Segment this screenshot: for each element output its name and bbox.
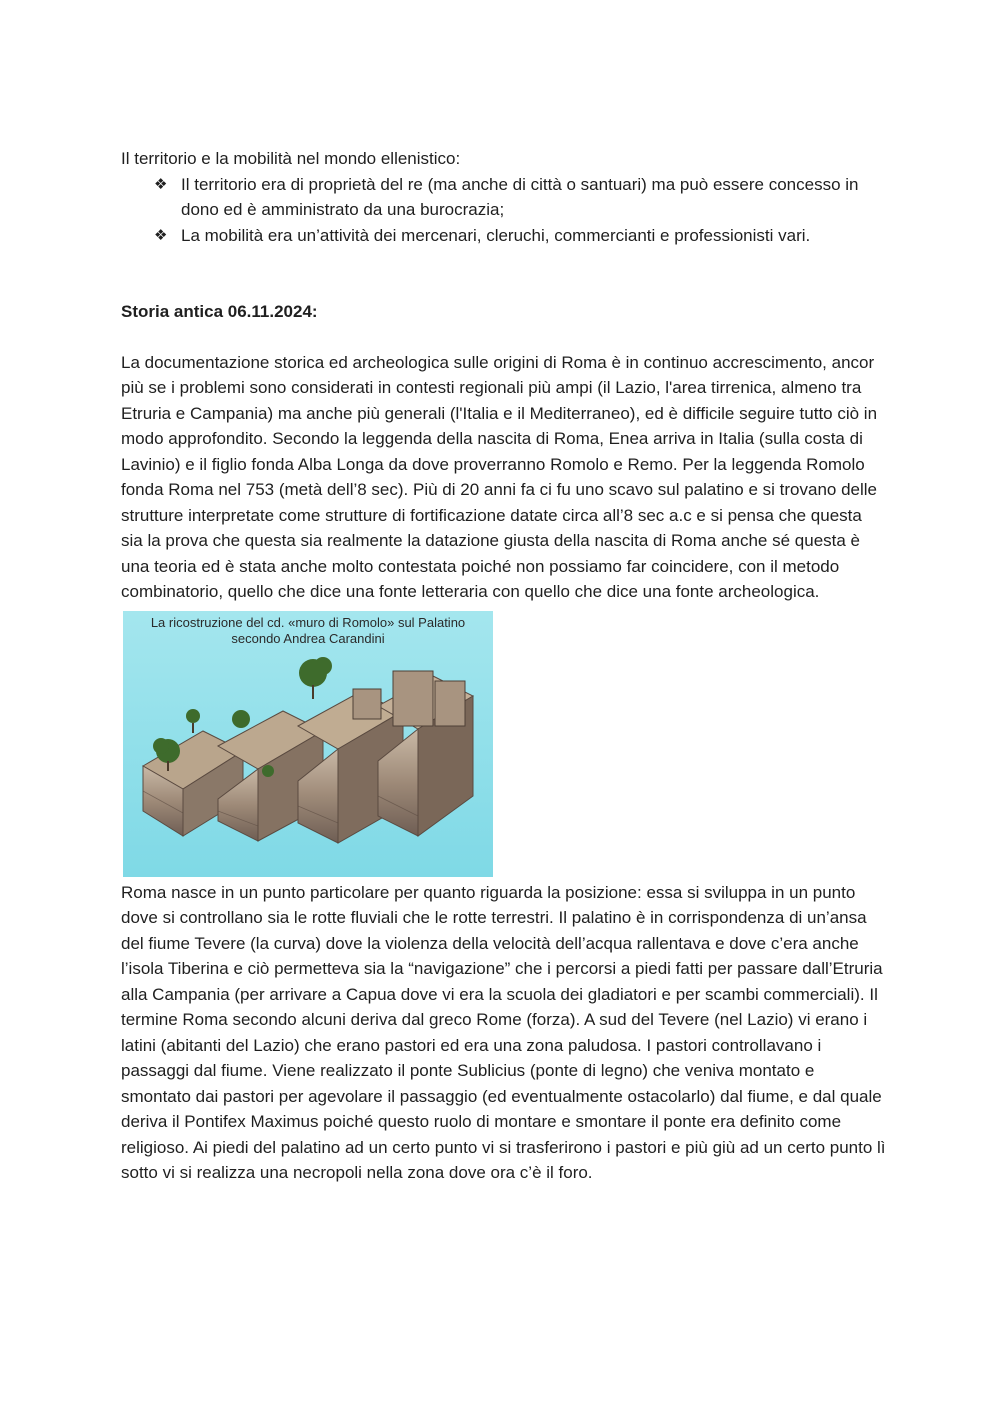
intro-title: Il territorio e la mobilità nel mondo ellenistico: xyxy=(121,149,461,168)
figure-caption xyxy=(123,615,493,647)
intro-bullet-list xyxy=(121,172,886,249)
diamond-bullet-icon: ❖ xyxy=(154,175,168,193)
list-item-text: La mobilità era un’attività dei mercenari, cleruchi, commercianti e professionisti vari. xyxy=(181,225,811,245)
section-heading: Storia antica 06.11.2024: xyxy=(121,302,318,321)
palatine-wall-reconstruction-image xyxy=(123,611,493,877)
reconstruction-illustration xyxy=(123,611,493,877)
paragraph: Roma nasce in un punto particolare per quanto riguarda la posizione: essa si sviluppa in un punto dove si controllano sia le rotte fluviali che le rotte terrestri. Il palatino è in corrispondenza di un’ansa del fiume Tevere (la curva) dove la violenza della velocità dell’acqua rallentava e dove c’era anche l’isola Tiberina e ciò permetteva sia la “navigazione” che i percorsi a piedi fatti per passare dall’Etruria alla Campania (per arrivare a Capua dove vi era la scuola dei gladiatori e per scambi commerciali). Il termine Roma secondo alcuni deriva dal greco Rome (forza). A sud del Tevere (nel Lazio) vi erano i latini (abitanti del Lazio) che erano pastori ed era una zona paludosa. I pastori controllavano i passaggi dal fiume. Viene realizzato il ponte Sublicius (ponte di legno) che veniva montato e smontato dai pastori per agevolare il passaggio (ed eventualmente ostacolarlo) dal fiume, e dal quale deriva il Pontifex Maximus poiché questo ruolo di montare e smontare il ponte era definito come religioso. Ai piedi del palatino ad un certo punto vi si trasferirono i pastori e più giù ad un certo punto lì sotto vi si realizza una necropoli nella zona dove ora c’è il foro. xyxy=(121,882,886,1182)
list-item-text: Il territorio era di proprietà del re (ma anche di città o santuari) ma può essere concesso in dono ed è amministrato da una burocrazia; xyxy=(181,174,859,219)
figure-caption-line: La ricostruzione del cd. «muro di Romolo» sul Palatino xyxy=(150,614,466,630)
list-item xyxy=(154,223,886,249)
document-page xyxy=(121,146,886,1186)
paragraph: La documentazione storica ed archeologica sulle origini di Roma è in continuo accrescimento, ancor più se i problemi sono considerati in contesti regionali più ampi (il Lazio, l'area tirrenica, almeno tra Etruria e Campania) ma anche più generali (l'Italia e il Mediterraneo), ed è difficile seguire tutto ciò in modo approfondito. Secondo la leggenda della nascita di Roma, Enea arriva in Italia (sulla costa di Lavinio) e il figlio fonda Alba Longa da dove proverranno Romolo e Remo. Per la leggenda Romolo fonda Roma nel 753 (metà dell’8 sec). Più di 20 anni fa ci fu uno scavo sul palatino e si trovano delle strutture interpretate come strutture di fortificazione datate circa all’8 sec a.c e si pensa che questa sia la prova che questa sia realmente la datazione giusta della nascita di Roma anche sé questa è una teoria ed è stata anche molto contestata poiché non possiamo far coincidere, con il metodo combinatorio, quello che dice una fonte letteraria con quello che dice una fonte archeologica. xyxy=(121,352,878,601)
figure-caption-line: secondo Andrea Carandini xyxy=(231,630,385,646)
diamond-bullet-icon: ❖ xyxy=(154,226,168,244)
list-item xyxy=(154,172,886,223)
